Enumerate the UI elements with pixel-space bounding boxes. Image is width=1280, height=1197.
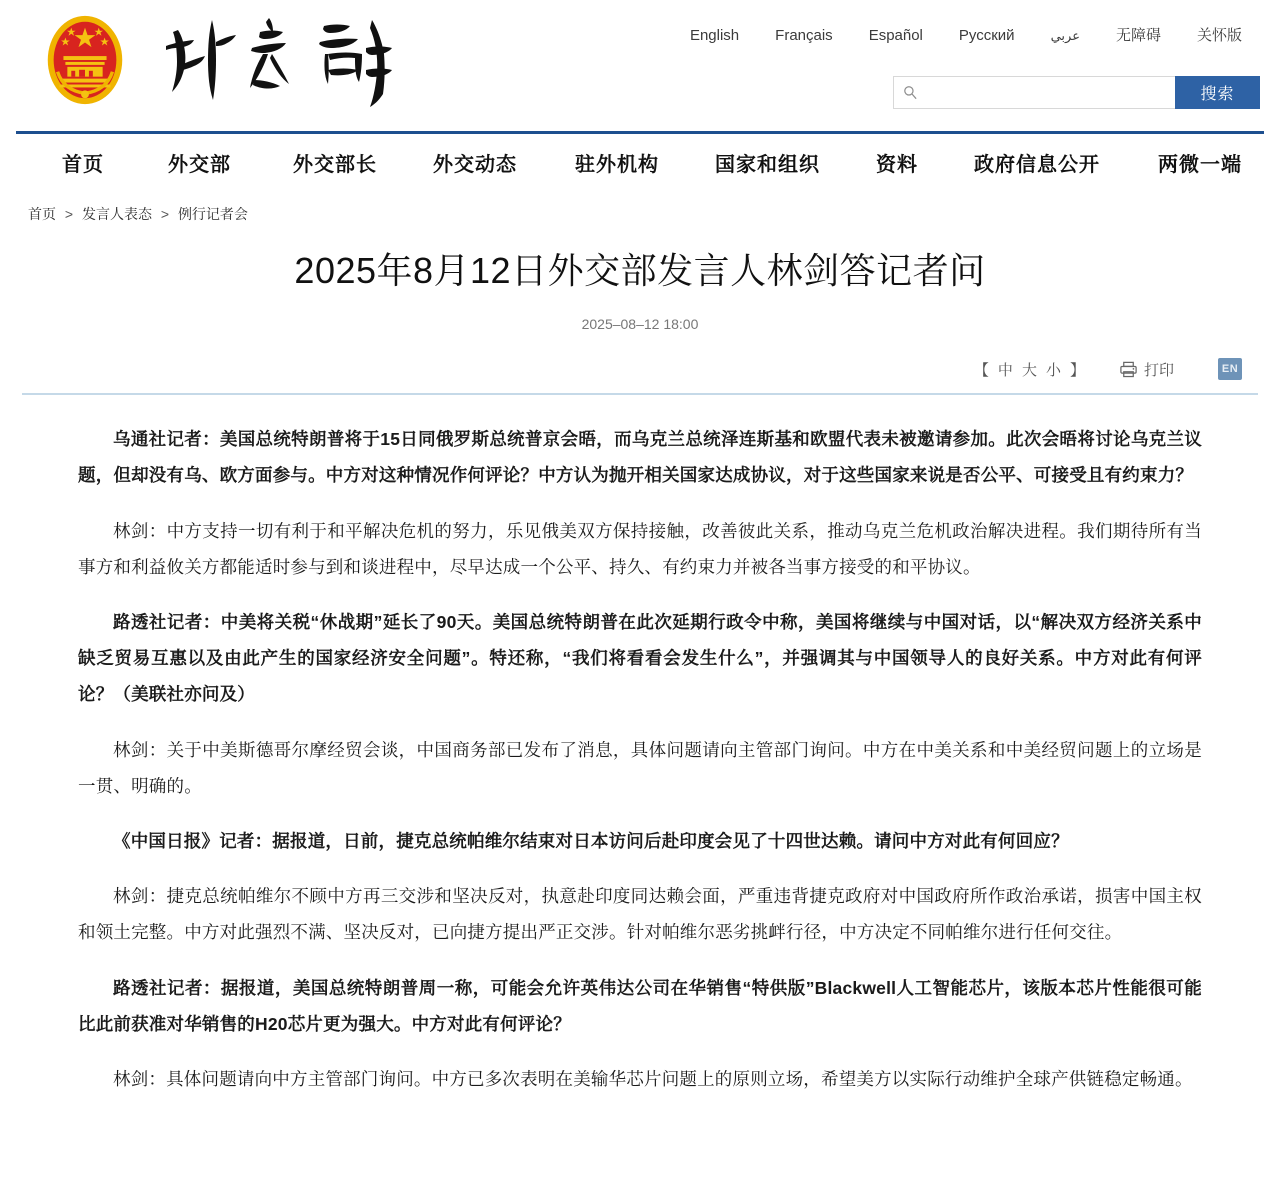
lang-link-espanol[interactable]: Español <box>868 27 923 44</box>
main-navigation <box>16 131 1264 190</box>
care-version-link[interactable]: 关怀版 <box>1196 27 1242 44</box>
search-bar <box>893 76 1260 109</box>
lang-link-francais[interactable]: Français <box>775 27 833 44</box>
question-paragraph: 路透社记者：据报道，美国总统特朗普周一称，可能会允许英伟达公司在华销售“特供版”Blackwell人工智能芯片，该版本芯片性能很可能比此前获准对华销售的H20芯片更为强大。中方对此有何评论？ <box>78 977 1202 1034</box>
answer-paragraph: 林剑：捷克总统帕维尔不顾中方再三交涉和坚决反对，执意赴印度同达赖会面，严重违背捷克政府对中国政府所作政治承诺，损害中国主权和领土完整。中方对此强烈不满、坚决反对，已向捷方提出严正交涉。针对帕维尔恶劣挑衅行径，中方决定不同帕维尔进行任何交往。 <box>78 886 1202 943</box>
nav-item-social[interactable]: 两微一端 <box>1158 153 1242 176</box>
article-body <box>16 395 1264 1146</box>
nav-item-resources[interactable]: 资料 <box>876 153 918 176</box>
answer-paragraph: 林剑：关于中美斯德哥尔摩经贸会谈，中国商务部已发布了消息，具体问题请向主管部门询问。中方在中美关系和中美经贸问题上的立场是一贯、明确的。 <box>78 739 1202 796</box>
search-field[interactable] <box>893 76 1175 109</box>
english-version-badge[interactable]: EN <box>1218 358 1242 380</box>
breadcrumb-separator: > <box>160 206 170 222</box>
nav-item-countries[interactable]: 国家和组织 <box>715 153 820 176</box>
ministry-wordmark <box>156 8 416 112</box>
lang-link-english[interactable]: English <box>689 27 740 44</box>
bracket-left: 【 <box>973 361 989 379</box>
breadcrumb <box>16 190 1264 226</box>
search-input[interactable] <box>918 77 1175 108</box>
page-title: 2025年8月12日外交部发言人林剑答记者问 <box>294 250 986 291</box>
national-emblem-icon <box>36 11 134 109</box>
lang-link-arabic[interactable]: عربي <box>1050 28 1080 43</box>
answer-paragraph: 林剑：具体问题请向中方主管部门询问。中方已多次表明在美输华芯片问题上的原则立场，希望美方以实际行动维护全球产供链稳定畅通。 <box>113 1069 1193 1090</box>
publish-date: 2025–08–12 18:00 <box>581 316 699 333</box>
site-header <box>0 0 1280 131</box>
article-toolbar <box>16 354 1264 384</box>
breadcrumb-item-press-conference[interactable]: 例行记者会 <box>177 206 248 222</box>
breadcrumb-item-home[interactable]: 首页 <box>28 206 56 222</box>
accessibility-link[interactable]: 无障碍 <box>1115 27 1161 44</box>
breadcrumb-separator: > <box>64 206 74 222</box>
search-button[interactable]: 搜索 <box>1175 76 1260 109</box>
nav-item-news[interactable]: 外交动态 <box>433 153 517 176</box>
question-paragraph: 《中国日报》记者：据报道，日前，捷克总统帕维尔结束对日本访问后赴印度会见了十四世达赖。请问中方对此有何回应？ <box>113 831 1069 852</box>
font-size-medium-button[interactable]: 中 <box>997 361 1013 379</box>
font-size-large-button[interactable]: 大 <box>1021 361 1037 379</box>
printer-icon <box>1119 360 1138 379</box>
article <box>16 248 1264 1146</box>
nav-item-missions[interactable]: 驻外机构 <box>575 153 659 176</box>
breadcrumb-item-spokesperson[interactable]: 发言人表态 <box>81 206 152 222</box>
question-paragraph: 路透社记者：中美将关税“休战期”延长了90天。美国总统特朗普在此次延期行政令中称，美国将继续与中国对话，以“解决双方经济关系中缺乏贸易互惠以及由此产生的国家经济安全问题”。特还称，“我们将看看会发生什么”，并强调其与中国领导人的良好关系。中方对此有何评论？（美联社亦问及） <box>78 611 1202 705</box>
font-size-controls <box>974 359 1085 380</box>
print-label: 打印 <box>1143 361 1174 379</box>
answer-paragraph: 林剑：中方支持一切有利于和平解决危机的努力，乐见俄美双方保持接触，改善彼此关系，推动乌克兰危机政治解决进程。我们期待所有当事方和利益攸关方都能适时参与到和谈进程中，尽早达成一个公平、持久、有约束力并被各当事方接受的和平协议。 <box>78 520 1202 577</box>
nav-item-home[interactable]: 首页 <box>62 153 104 176</box>
language-bar <box>672 26 1260 46</box>
search-icon <box>903 85 918 100</box>
lang-link-russian[interactable]: Русский <box>958 27 1015 44</box>
font-size-small-button[interactable]: 小 <box>1045 361 1061 379</box>
question-paragraph: 乌通社记者：美国总统特朗普将于15日同俄罗斯总统普京会晤，而乌克兰总统泽连斯基和欧盟代表未被邀请参加。此次会晤将讨论乌克兰议题，但却没有乌、欧方面参与。中方对这种情况作何评论？中方认为抛开相关国家达成协议，对于这些国家来说是否公平、可接受且有约束力？ <box>78 429 1202 486</box>
print-button[interactable] <box>1119 359 1174 380</box>
nav-item-ministry[interactable]: 外交部 <box>168 153 231 176</box>
site-brand[interactable] <box>36 8 416 112</box>
nav-item-disclosure[interactable]: 政府信息公开 <box>974 153 1100 176</box>
nav-item-minister[interactable]: 外交部长 <box>293 153 377 176</box>
bracket-right: 】 <box>1069 361 1085 379</box>
